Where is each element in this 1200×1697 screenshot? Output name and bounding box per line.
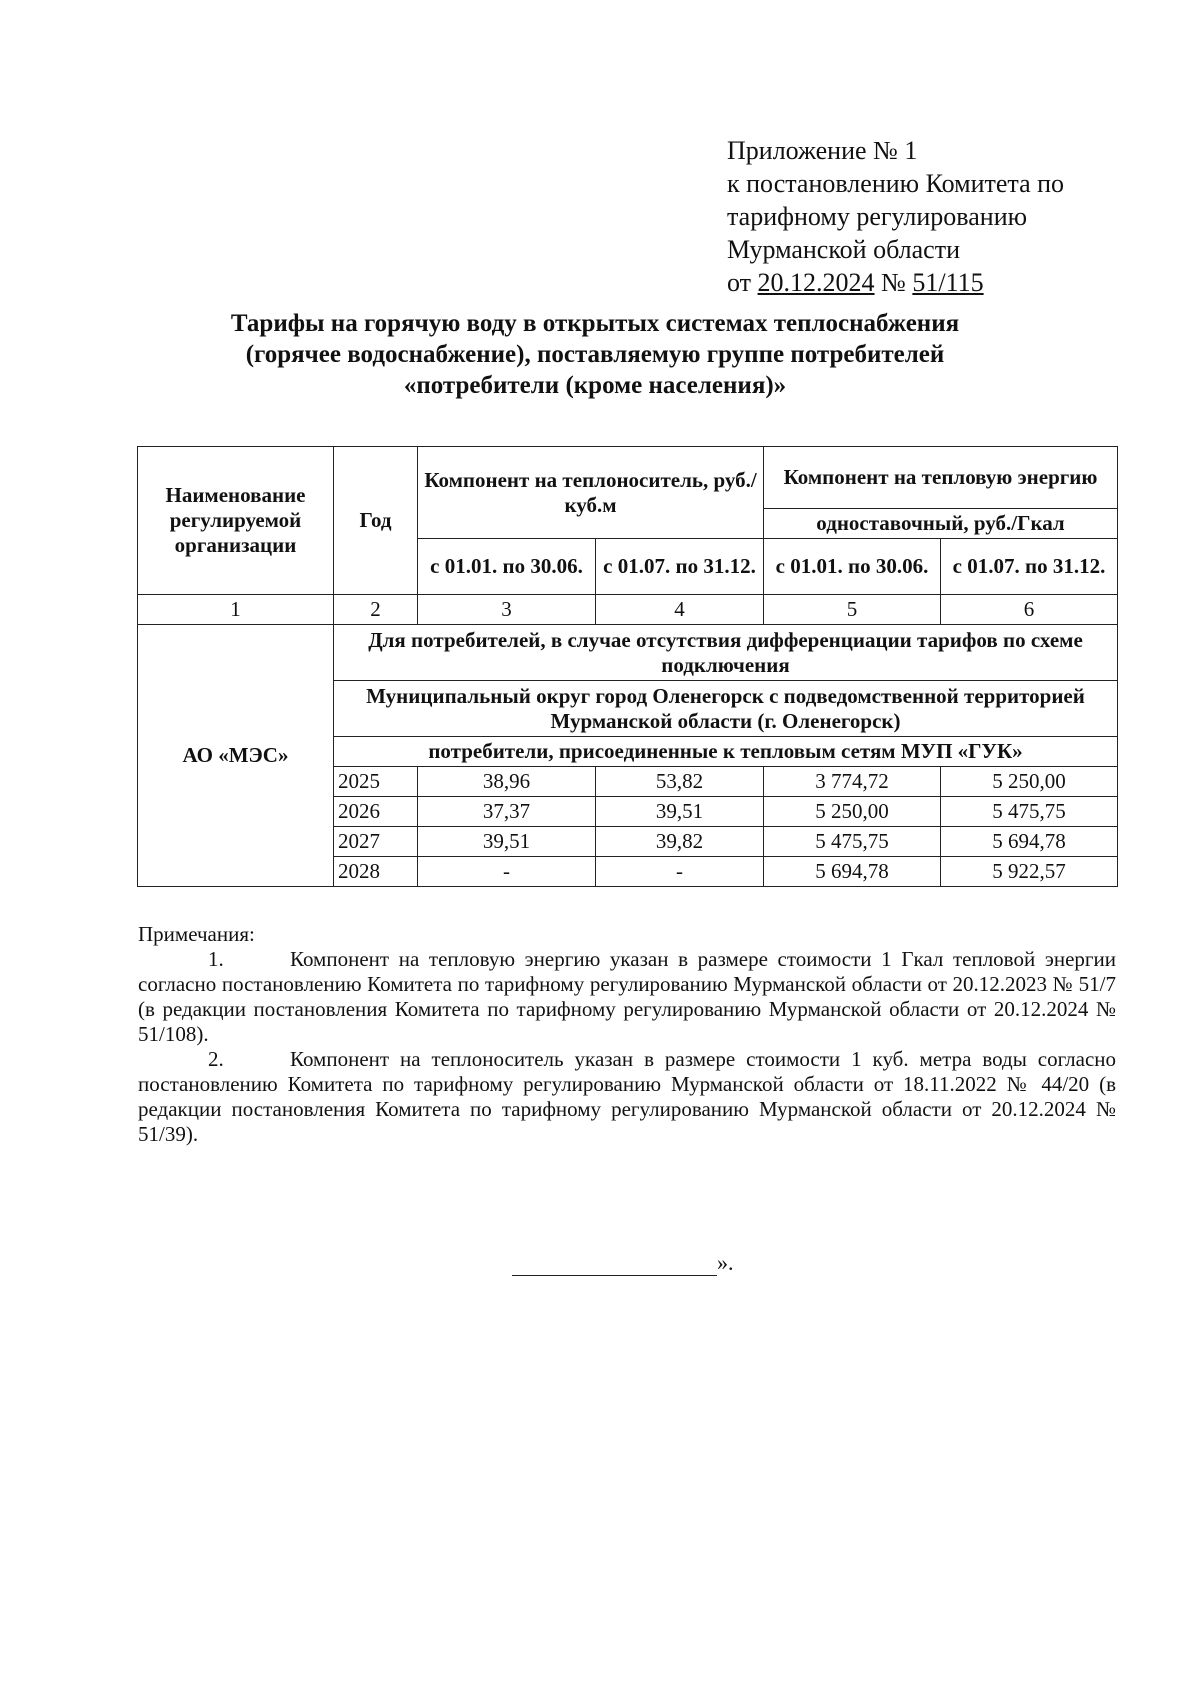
tariff-table	[137, 446, 1118, 887]
col-num-2: 2	[334, 595, 418, 625]
row-energy-2: 5 475,75	[941, 797, 1118, 827]
col-num-5: 5	[764, 595, 941, 625]
row-year: 2028	[334, 857, 418, 887]
row-carrier-2: 39,51	[596, 797, 764, 827]
note-2-number: 2.	[208, 1047, 224, 1071]
note-1-number: 1.	[208, 947, 224, 971]
header-period-2: с 01.07. по 31.12.	[596, 539, 764, 595]
header-energy-sub: одноставочный, руб./Гкал	[764, 509, 1118, 539]
row-energy-1: 5 694,78	[764, 857, 941, 887]
number-prefix: №	[881, 268, 906, 297]
row-carrier-1: 37,37	[418, 797, 596, 827]
row-energy-2: 5 694,78	[941, 827, 1118, 857]
row-carrier-1: 38,96	[418, 767, 596, 797]
note-1	[138, 947, 1116, 1047]
appendix-line-4: Мурманской области	[727, 235, 960, 264]
ending-quote: ».	[717, 1250, 734, 1275]
appendix-date-line	[727, 266, 1147, 299]
notes-heading: Примечания:	[138, 922, 255, 946]
header-org: Наименование регулируемой организации	[138, 447, 334, 595]
note-2-text: Компонент на теплоноситель указан в размере стоимости 1 куб. метра воды согласно постановлению Комитета по тарифному регулированию Мурманской области от 18.11.2022 № 44/20 (в редакции постановления Комитета по тарифному регулированию Мурманской области от 20.12.2024 № 51/39).	[138, 1047, 1116, 1146]
row-energy-2: 5 250,00	[941, 767, 1118, 797]
appendix-header	[727, 134, 1147, 299]
row-carrier-2: 39,82	[596, 827, 764, 857]
row-carrier-1: -	[418, 857, 596, 887]
appendix-date: 20.12.2024	[757, 268, 875, 297]
appendix-line-2: к постановлению Комитета по	[727, 169, 1065, 198]
document-title	[130, 308, 1060, 401]
row-carrier-2: -	[596, 857, 764, 887]
row-energy-1: 5 475,75	[764, 827, 941, 857]
row-year: 2025	[334, 767, 418, 797]
col-num-6: 6	[941, 595, 1118, 625]
title-line-2: (горячее водоснабжение), поставляемую группе потребителей	[245, 341, 945, 368]
row-energy-1: 3 774,72	[764, 767, 941, 797]
header-period-1: с 01.01. по 30.06.	[418, 539, 596, 595]
section-2: Муниципальный округ город Оленегорск с подведомственной территорией Мурманской области (г. Оленегорск)	[334, 681, 1118, 737]
appendix-line-1: Приложение № 1	[727, 136, 918, 165]
org-name-cell: АО «МЭС»	[138, 625, 334, 887]
row-carrier-1: 39,51	[418, 827, 596, 857]
note-1-text: Компонент на тепловую энергию указан в размере стоимости 1 Гкал тепловой энергии согласно постановлению Комитета по тарифному регулированию Мурманской области от 20.12.2023 № 51/7 (в редакции постановления Комитета по тарифному регулированию Мурманской области от 20.12.2024 № 51/108).	[138, 947, 1116, 1046]
note-2	[138, 1047, 1116, 1147]
section-3: потребители, присоединенные к тепловым сетям МУП «ГУК»	[334, 737, 1118, 767]
row-carrier-2: 53,82	[596, 767, 764, 797]
header-period-4: с 01.07. по 31.12.	[941, 539, 1118, 595]
appendix-line-3: тарифному регулированию	[727, 202, 1028, 231]
section-1: Для потребителей, в случае отсутствия дифференциации тарифов по схеме подключения	[334, 625, 1118, 681]
ending-line	[512, 1253, 717, 1276]
title-line-1: Тарифы на горячую воду в открытых системах теплоснабжения	[230, 310, 960, 337]
title-line-3: «потребители (кроме населения)»	[403, 372, 787, 399]
col-num-3: 3	[418, 595, 596, 625]
appendix-number: 51/115	[912, 268, 984, 297]
header-carrier: Компонент на теплоноситель, руб./куб.м	[418, 447, 764, 539]
row-energy-2: 5 922,57	[941, 857, 1118, 887]
notes-section	[138, 922, 1116, 1147]
header-energy: Компонент на тепловую энергию	[764, 447, 1118, 509]
col-num-4: 4	[596, 595, 764, 625]
header-year: Год	[334, 447, 418, 595]
date-prefix: от	[727, 268, 752, 297]
header-period-3: с 01.01. по 30.06.	[764, 539, 941, 595]
row-year: 2027	[334, 827, 418, 857]
row-year: 2026	[334, 797, 418, 827]
col-num-1: 1	[138, 595, 334, 625]
row-energy-1: 5 250,00	[764, 797, 941, 827]
column-number-row	[138, 595, 1118, 625]
document-ending	[512, 1250, 734, 1276]
